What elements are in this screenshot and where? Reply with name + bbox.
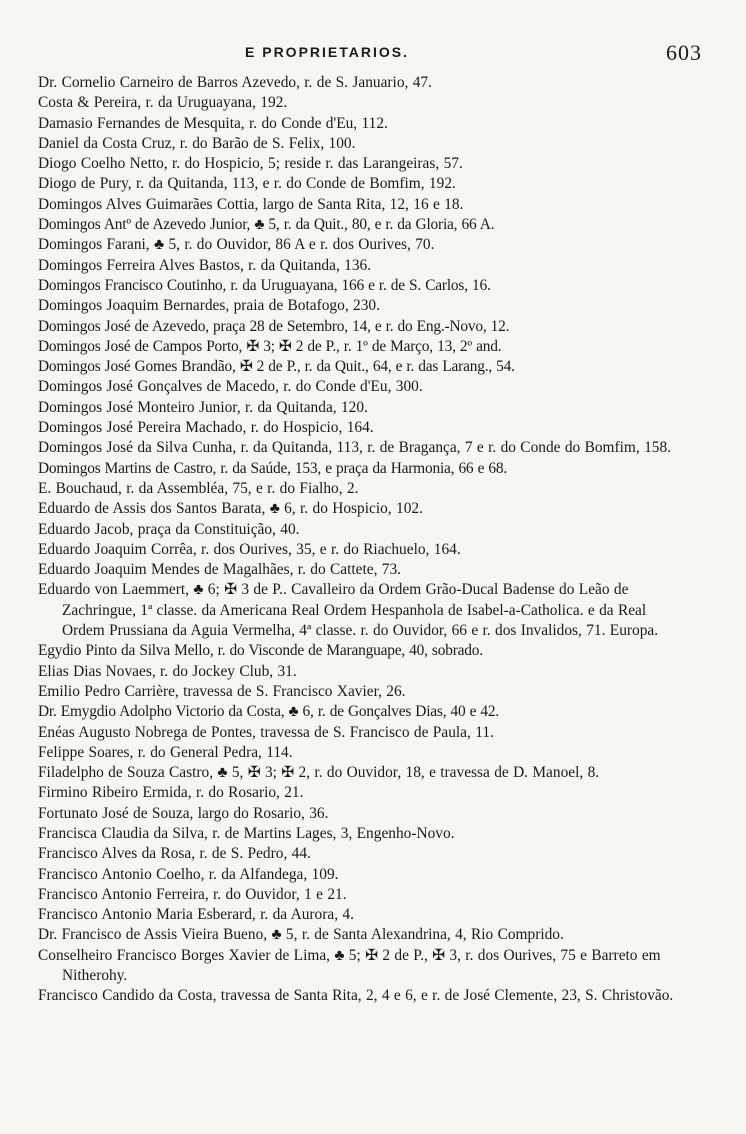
directory-entry: Domingos José de Azevedo, praça 28 de Setembro, 14, e r. do Eng.-Novo, 12. xyxy=(38,317,510,335)
directory-entry: Enéas Augusto Nobrega de Pontes, travessa de S. Francisco de Paula, 11. xyxy=(38,723,494,741)
directory-entry: Filadelpho de Souza Castro, ♣ 5, ✠ 3; ✠ 2, r. do Ouvidor, 18, e travessa de D. Manoel, 8. xyxy=(38,764,600,782)
directory-entry: Emilio Pedro Carrière, travessa de S. Francisco Xavier, 26. xyxy=(38,682,406,700)
directory-entry: Francisco Antonio Ferreira, r. do Ouvidor, 1 e 21. xyxy=(38,885,347,903)
directory-entry: Eduardo von Laemmert, ♣ 6; ✠ 3 de P.. Cavalleiro da Ordem Grão-Ducal Badense do Leão de Zachringue, 1ª classe. da Americana Real Ordem Hespanhola de Isabel-a-Catholica. e da Real Ordem Prussiana da Aguia Vermelha, 4ª classe. r. do Ouvidor, 66 e r. dos Invalidos, 71. Europa. xyxy=(38,581,659,640)
directory-entry: Domingos José da Silva Cunha, r. da Quitanda, 113, r. de Bragança, 7 e r. do Conde do Bomfim, 158. xyxy=(38,439,672,457)
directory-entry: Diogo de Pury, r. da Quitanda, 113, e r. do Conde de Bomfim, 192. xyxy=(38,175,456,193)
directory-entry: Domingos José Gomes Brandão, ✠ 2 de P., r. da Quit., 64, e r. das Larang., 54. xyxy=(38,358,515,376)
directory-entry: Diogo Coelho Netto, r. do Hospicio, 5; reside r. das Larangeiras, 57. xyxy=(38,155,463,173)
directory-entry: Eduardo Joaquim Mendes de Magalhães, r. do Cattete, 73. xyxy=(38,561,402,579)
directory-entry: Elias Dias Novaes, r. do Jockey Club, 31. xyxy=(38,662,297,680)
directory-entry: Domingos Martins de Castro, r. da Saúde, 153, e praça da Harmonia, 66 e 68. xyxy=(38,459,507,477)
directory-entry: Eduardo Joaquim Corrêa, r. dos Ourives, 35, e r. do Riachuelo, 164. xyxy=(38,540,461,558)
directory-entry: Domingos José Gonçalves de Macedo, r. do Conde d'Eu, 300. xyxy=(38,378,423,396)
directory-entry: Damasio Fernandes de Mesquita, r. do Conde d'Eu, 112. xyxy=(38,114,388,132)
directory-entry: Daniel da Costa Cruz, r. do Barão de S. Felix, 100. xyxy=(38,134,356,152)
directory-entry: Francisco Antonio Coelho, r. da Alfandega, 109. xyxy=(38,865,339,883)
page-header xyxy=(0,40,746,70)
directory-entry: Egydio Pinto da Silva Mello, r. do Visconde de Maranguape, 40, sobrado. xyxy=(38,642,483,660)
directory-entry: Conselheiro Francisco Borges Xavier de Lima, ♣ 5; ✠ 2 de P., ✠ 3, r. dos Ourives, 75 e Barreto em Nitherohy. xyxy=(38,946,661,985)
directory-entry: Francisco Antonio Maria Esberard, r. da Aurora, 4. xyxy=(38,906,354,924)
page-number: 603 xyxy=(666,40,702,65)
directory-entry: Domingos Joaquim Bernardes, praia de Botafogo, 230. xyxy=(38,297,380,315)
directory-entry: Eduardo de Assis dos Santos Barata, ♣ 6, r. do Hospicio, 102. xyxy=(38,500,423,518)
directory-entry: Francisco Alves da Rosa, r. de S. Pedro, 44. xyxy=(38,845,311,863)
directory-entry: Dr. Cornelio Carneiro de Barros Azevedo, r. de S. Januario, 47. xyxy=(38,74,432,91)
directory-entry: Domingos Francisco Coutinho, r. da Uruguayana, 166 e r. de S. Carlos, 16. xyxy=(38,276,491,294)
directory-entry: Domingos José de Campos Porto, ✠ 3; ✠ 2 de P., r. 1º de Março, 13, 2º and. xyxy=(38,337,502,355)
directory-entry: Fortunato José de Souza, largo do Rosario, 36. xyxy=(38,804,329,822)
directory-entry: Firmino Ribeiro Ermida, r. do Rosario, 21. xyxy=(38,784,304,802)
directory-entry: Dr. Emygdio Adolpho Victorio da Costa, ♣ 6, r. de Gonçalves Dias, 40 e 42. xyxy=(38,703,500,721)
directory-entry: Dr. Francisco de Assis Vieira Bueno, ♣ 5, r. de Santa Alexandrina, 4, Rio Comprido. xyxy=(38,926,564,944)
directory-entry: Domingos José Pereira Machado, r. do Hospicio, 164. xyxy=(38,419,374,437)
directory-entry: Eduardo Jacob, praça da Constituição, 40. xyxy=(38,520,300,538)
directory-entry: Francisca Claudia da Silva, r. de Martins Lages, 3, Engenho-Novo. xyxy=(38,824,455,842)
directory-entry: Francisco Candido da Costa, travessa de Santa Rita, 2, 4 e 6, e r. de José Clemente, 23, S. Christovão. xyxy=(38,987,674,1005)
directory-entry: E. Bouchaud, r. da Assembléa, 75, e r. do Fialho, 2. xyxy=(38,479,359,497)
entry-list xyxy=(38,73,678,1007)
directory-entry: Domingos José Monteiro Junior, r. da Quitanda, 120. xyxy=(38,398,368,416)
directory-entry: Domingos Ferreira Alves Bastos, r. da Quitanda, 136. xyxy=(38,256,372,274)
directory-entry: Costa & Pereira, r. da Uruguayana, 192. xyxy=(38,94,288,112)
running-title: E PROPRIETARIOS. xyxy=(245,44,409,60)
directory-entry: Domingos Alves Guimarães Cottia, largo de Santa Rita, 12, 16 e 18. xyxy=(38,195,464,213)
directory-entry: Domingos Farani, ♣ 5, r. do Ouvidor, 86 A e r. dos Ourives, 70. xyxy=(38,236,435,254)
directory-entry: Felippe Soares, r. do General Pedra, 114. xyxy=(38,743,293,761)
directory-entry: Domingos Antº de Azevedo Junior, ♣ 5, r. da Quit., 80, e r. da Gloria, 66 A. xyxy=(38,216,495,234)
